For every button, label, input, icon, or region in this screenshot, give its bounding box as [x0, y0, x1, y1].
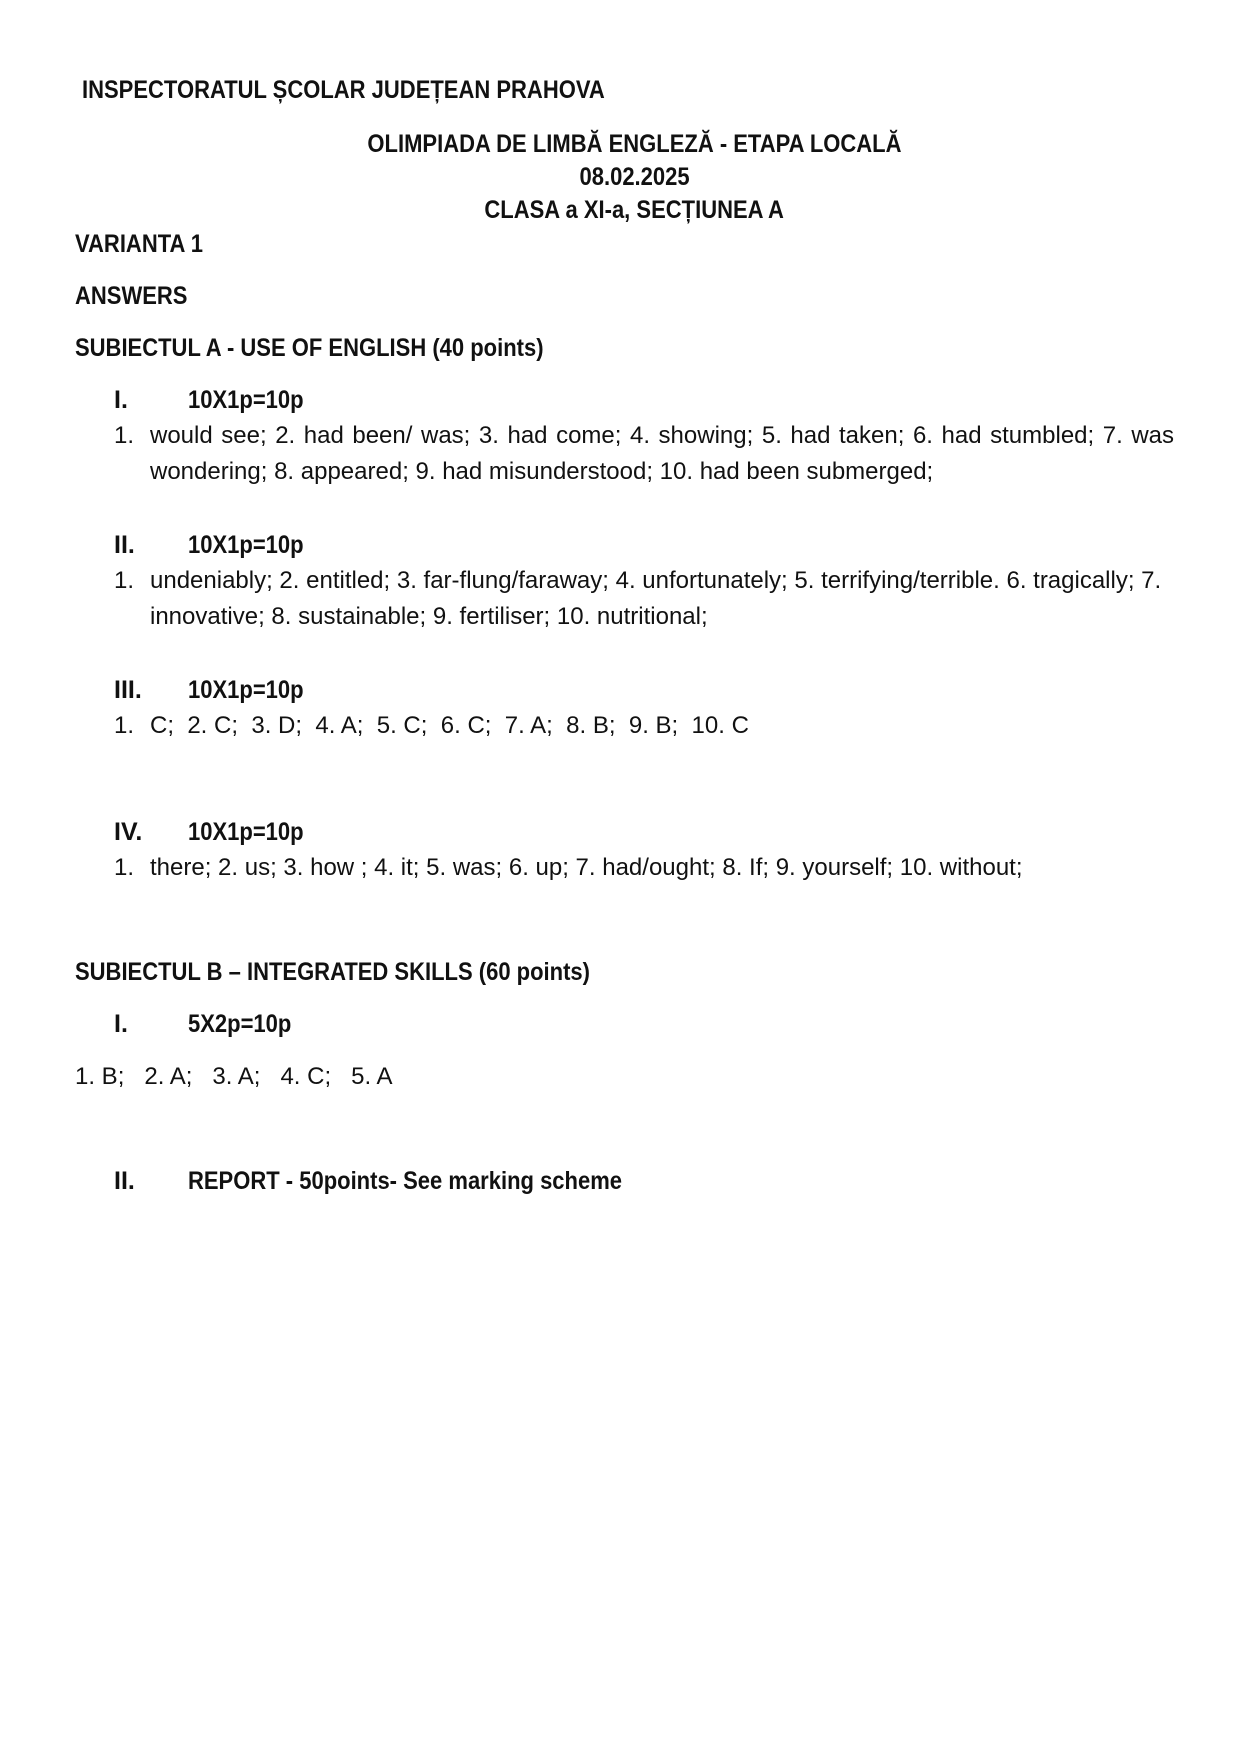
- answer-text: C; 2. C; 3. D; 4. A; 5. C; 6. C; 7. A; 8. B; 9. B; 10. C: [150, 712, 749, 739]
- part-roman: I.: [114, 386, 128, 414]
- part-roman: III.: [114, 676, 142, 704]
- part-roman: II.: [114, 531, 135, 559]
- answer-number: 1.: [114, 567, 135, 594]
- olympiad-title: OLIMPIADA DE LIMBĂ ENGLEZĂ - ETAPA LOCALĂ: [367, 130, 902, 158]
- answer-number: 1.: [114, 712, 135, 739]
- part-score: 10X1p=10p: [188, 531, 304, 559]
- part-roman: II.: [114, 1167, 135, 1195]
- report-note: REPORT - 50points- See marking scheme: [188, 1167, 623, 1195]
- part-roman: IV.: [114, 818, 143, 846]
- answer-text: there; 2. us; 3. how ; 4. it; 5. was; 6. up; 7. had/ought; 8. If; 9. yourself; 10. without;: [150, 854, 1023, 881]
- part-score: 5X2p=10p: [188, 1010, 292, 1038]
- part-score: 10X1p=10p: [188, 818, 304, 846]
- part-score: 10X1p=10p: [188, 386, 304, 414]
- answer-text: would see; 2. had been/ was; 3. had come; 4. showing; 5. had taken; 6. had stumbled; 7. was wondering; 8. appeared; 9. had misunderstood; 10. had been submerged;: [150, 422, 1174, 485]
- part-score: 10X1p=10p: [188, 676, 304, 704]
- section-a-title: SUBIECTUL A - USE OF ENGLISH (40 points): [75, 334, 544, 362]
- part-roman: I.: [114, 1010, 128, 1038]
- answer-text: 1. B; 2. A; 3. A; 4. C; 5. A: [75, 1063, 393, 1090]
- answer-number: 1.: [114, 854, 135, 881]
- answers-title: ANSWERS: [75, 282, 188, 310]
- variant-label: VARIANTA 1: [75, 230, 203, 258]
- answer-list: [114, 563, 1174, 635]
- answer-list: [114, 418, 1174, 490]
- answer-list: [114, 850, 1174, 886]
- institution-header: INSPECTORATUL ȘCOLAR JUDEȚEAN PRAHOVA: [82, 76, 605, 104]
- answer-text: undeniably; 2. entitled; 3. far-flung/faraway; 4. unfortunately; 5. terrifying/terrible. 6. tragically; 7. innovative; 8. sustainable; 9. fertiliser; 10. nutritional;: [150, 567, 1162, 630]
- class-section: CLASA a XI-a, SECȚIUNEA A: [484, 196, 785, 224]
- answer-number: 1.: [114, 422, 135, 449]
- answer-list: [114, 708, 1174, 744]
- olympiad-date: 08.02.2025: [579, 163, 690, 191]
- section-b-title: SUBIECTUL B – INTEGRATED SKILLS (60 points): [75, 958, 590, 986]
